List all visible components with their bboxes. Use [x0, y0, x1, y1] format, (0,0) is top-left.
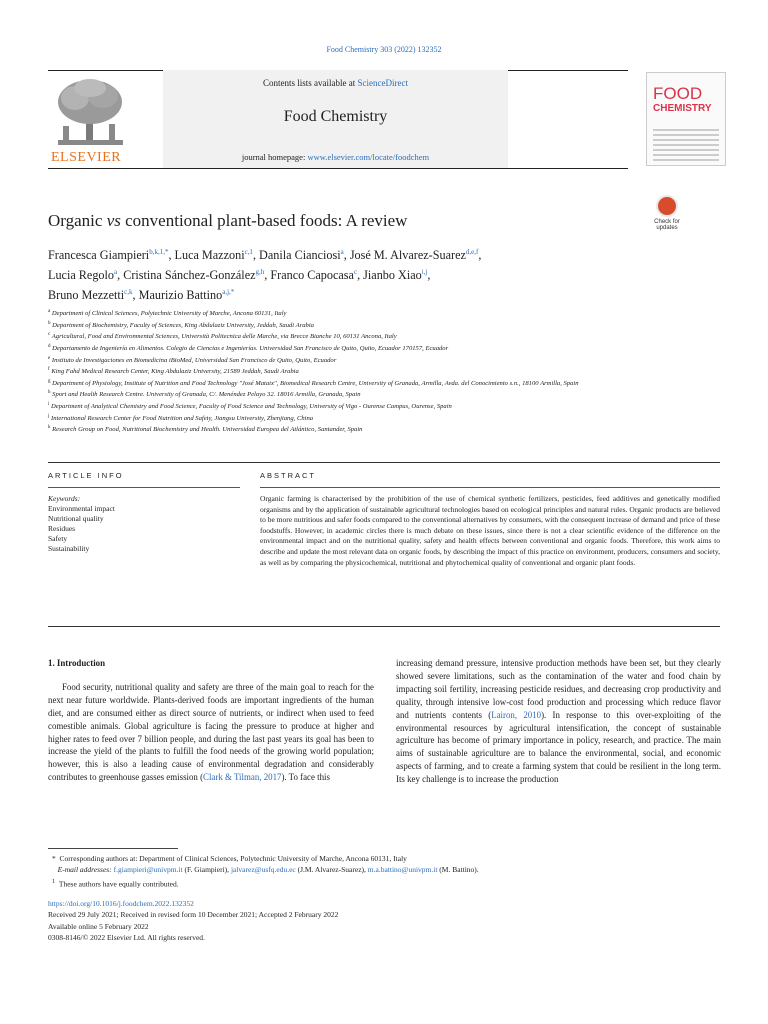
section-divider-top	[48, 462, 720, 463]
keyword: Nutritional quality	[48, 514, 104, 524]
affiliation	[48, 377, 728, 389]
affiliation	[48, 330, 728, 342]
author[interactable]	[270, 268, 357, 282]
author-name: José M. Alvarez-Suarez	[349, 248, 466, 263]
author-name: Jianbo Xiao	[363, 268, 422, 283]
author[interactable]	[139, 288, 235, 302]
journal-masthead	[48, 70, 628, 170]
paragraph	[396, 657, 721, 786]
author[interactable]	[350, 248, 479, 262]
footnote-mark: 1	[52, 877, 56, 885]
email-link[interactable]: f.giampieri@univpm.it	[113, 865, 183, 875]
keywords-label: Keywords:	[48, 494, 81, 503]
affiliation-sup: i	[48, 402, 50, 408]
homepage-prefix: journal homepage:	[241, 152, 308, 162]
affiliation	[48, 307, 728, 319]
citation-link[interactable]: Clark & Tilman, 2017	[203, 772, 282, 783]
author-name: Lucia Regolo	[48, 268, 114, 283]
article-info-rule	[48, 487, 240, 488]
email-owner: (F. Giampieri),	[182, 865, 231, 875]
corresponding-author-note	[48, 853, 728, 864]
paragraph-text: ). In response to this over-exploiting of the environmental resources by agricultural intensification, the concept of sustainable agriculture has become of primary importance in policy, research, and practice. The main aims of sustainable agriculture are to balance the environmental, social, and economic aspects of farming, and to create a farming system that could be resilient in the long term. Its key challenge is to increase the production	[396, 709, 721, 785]
title-part-1: Organic	[48, 211, 107, 230]
paragraph-text: Food security, nutritional quality and safety are three of the main goal to reach for the next near future worldwide. Plants-derived foods are important ingredients of the human diet, and are consumed either as direct source of nutrients, or indirect when used to feed comestible animals. Global agriculture is facing the pressure to produce at higher and higher rates to feed over 7 billion people, and during the last past years its goal has been to increase the yield of the plants to fulfill the food needs of the growing world population; however, this is also a leading cause of environmental degradation and considerably contributes to greenhouse gasses emission (	[48, 681, 374, 783]
affiliation-sup: k	[48, 425, 51, 431]
abstract-text: Organic farming is characterised by the prohibition of the use of chemical synthetic fertilizers, pesticides, feed additives and genetically modified organisms and by the application of sustainable agricultural technologies based on ecological principles and natural rules. Organic products are believed to be more nutritious and safer foods compared to the conventional alternatives by consumers, with the consequent increase of demand and price of these foodstuffs. However, in academic circles there is much debate on these issues, since there is not a clear scientific evidence of the difference on the environmental impact and on the nutritional quality, safety and health effects between conventional and organic foods. Therefore, this work aims to describe and update the most relevant data on organic foods, by describing the impact of this practice on environment, producers, consumers and society, as well as by comparing the physicochemical, nutritional and phytochemical quality of conventional and organic plant foods.	[260, 494, 720, 567]
abstract-rule	[260, 487, 720, 488]
author[interactable]	[48, 268, 117, 282]
check-updates-icon	[656, 195, 678, 217]
title-vs: vs	[106, 211, 121, 230]
cover-title-food: FOOD	[653, 84, 703, 103]
email-label: E-mail addresses:	[57, 865, 112, 875]
affiliation	[48, 365, 728, 377]
author[interactable]	[123, 268, 264, 282]
body-column-left	[48, 657, 374, 784]
article-info-heading: ARTICLE INFO	[48, 471, 124, 480]
keyword: Safety	[48, 534, 68, 544]
masthead-bottom-rule	[48, 168, 628, 169]
author-affil-sup[interactable]: a,j,*	[222, 288, 235, 297]
affiliation-sup: h	[48, 390, 51, 396]
paragraph-text: increasing demand pressure, intensive production methods have been set, but they clearly showed severe limitations, such as the contamination of the water and food chain by impacting soil fertility, increasing pesticide residues, and decreasing crop productivity and quality, through intensive low-cost food production and processing which reduce flavor and nutrients contents (	[396, 658, 721, 720]
author[interactable]	[48, 248, 168, 262]
received-dates: Received 29 July 2021; Received in revised form 10 December 2021; Accepted 2 February 2022	[48, 910, 339, 920]
affiliation	[48, 319, 728, 331]
affiliation-sup: c	[48, 332, 51, 338]
publication-info	[48, 898, 728, 943]
author[interactable]	[48, 288, 133, 302]
affiliation-text: Department of Clinical Sciences, Polytechnic University of Marche, Ancona 60131, Italy	[51, 310, 287, 318]
footnote-text: Corresponding authors at: Department of Clinical Sciences, Polytechnic University of Marche, Ancona 60131, Italy	[59, 854, 407, 863]
author-affil-sup[interactable]: a	[114, 268, 118, 277]
author-affil-sup[interactable]: c,k	[124, 288, 133, 297]
author-affil-sup[interactable]: a	[340, 248, 344, 256]
affiliation-sup: j	[48, 413, 50, 419]
homepage-line	[163, 152, 508, 162]
paragraph-text: ). To face this	[281, 772, 330, 783]
author-name: Cristina Sánchez-González	[123, 268, 256, 283]
author-affil-sup[interactable]: c	[353, 268, 358, 277]
cover-title-chemistry: CHEMISTRY	[653, 103, 712, 114]
keyword: Residues	[48, 524, 76, 534]
abstract-heading: ABSTRACT	[260, 471, 317, 480]
author-name: Bruno Mezzetti	[48, 288, 125, 303]
citation-link[interactable]: Lairon, 2010	[491, 709, 542, 720]
affiliation-text: Department of Analytical Chemistry and Food Science, Faculty of Food Science and Technology, University of Vigo - Ourense Campus, Ourense, Spain	[51, 403, 452, 411]
author-name: Maurizio Battino	[138, 288, 223, 303]
affiliation-sup: f	[48, 367, 50, 373]
available-online: Available online 5 February 2022	[48, 921, 149, 931]
affiliation-sup: d	[48, 343, 51, 349]
author-list: Francesca Giampieri$^{b,k,1,*}$, Luca Mazzoni$^{c,1}$, Danila Cianciosi$^a$, José M. Alvarez-Suarez$^{d,e,f}$, Lucia Regolo$^a$, Cristina Sánchez-González$^{g,h}$, Franco Capocasa$^c$, Jianbo Xiao$^{i,j}$, Bruno Mezzetti$^{c,k}$, Maurizio Battino$^{a,j,*}$	[48, 248, 482, 303]
masthead-center	[163, 70, 508, 168]
author-name: Luca Mazzoni	[174, 248, 245, 263]
author-affil-sup[interactable]: b,k,1,*	[149, 248, 169, 256]
affiliation-sup: b	[48, 320, 51, 326]
author[interactable]	[363, 268, 427, 282]
affiliation-text: Departamento de Ingeniería en Alimentos. Colegio de Ciencias e Ingenierías. Universidad San Francisco de Quito, Quito, Ecuador 170157, Ecuador	[52, 345, 449, 353]
email-owner: (M. Battino).	[437, 865, 479, 875]
contents-prefix: Contents lists available at	[263, 78, 358, 88]
paragraph	[48, 681, 374, 784]
keyword: Environmental impact	[48, 504, 115, 514]
keywords-block	[48, 494, 238, 555]
contents-line	[163, 78, 508, 88]
journal-name: Food Chemistry	[283, 108, 388, 125]
author-affil-sup[interactable]: c,1	[244, 248, 253, 256]
title-part-2: conventional plant-based foods: A review	[120, 211, 408, 230]
affiliation-text: Department of Physiology, Institute of Nutrition and Food Technology "José Mataix", Biomedical Research Centre, University of Granada, Armilla, Avda. del Conocimiento s.n., 18100 Armilla, Spain	[52, 380, 579, 388]
affiliation-text: Department of Biochemistry, Faculty of Sciences, King Abdulaziz University, Jeddah, Saudi Arabia	[52, 321, 314, 329]
article-title	[48, 211, 407, 231]
author-name: Francesca Giampieri	[48, 248, 150, 263]
author-affil-sup[interactable]: i,j	[421, 268, 428, 277]
elsevier-tree-logo-icon	[53, 76, 128, 148]
affiliation	[48, 400, 728, 412]
affiliation-text: International Research Center for Food Nutrition and Safety, Jiangsu University, Zhenjiang, China	[51, 414, 314, 422]
author-name: Franco Capocasa	[270, 268, 354, 283]
affiliation-sup: g	[48, 378, 51, 384]
footnote-mark: *	[52, 854, 56, 863]
email-link[interactable]: m.a.battino@univpm.it	[367, 865, 438, 875]
sciencedirect-link[interactable]: ScienceDirect	[357, 78, 408, 88]
email-link[interactable]: jalvarez@usfq.edu.ec	[230, 865, 296, 875]
affiliation-sup: e	[48, 355, 51, 361]
copyright: 0308-8146/© 2022 Elsevier Ltd. All rights reserved.	[48, 932, 205, 942]
doi-link[interactable]: https://doi.org/10.1016/j.foodchem.2022.132352	[48, 899, 194, 908]
affiliation	[48, 423, 728, 435]
affiliation	[48, 388, 728, 400]
journal-cover-image	[646, 72, 726, 166]
journal-citation[interactable]: Food Chemistry 303 (2022) 132352	[326, 45, 442, 54]
affiliation-text: Instituto de Investigaciones en Biomedicina iBioMed, Universidad San Francisco de Quito, Quito, Ecuador	[51, 356, 337, 364]
author-affil-sup[interactable]: d,e,f	[465, 248, 479, 256]
affiliation-text: King Fahd Medical Research Center, King Abdulaziz University, 21589 Jeddah, Saudi Arabia	[51, 368, 299, 376]
author-affil-sup[interactable]: g,h	[255, 268, 265, 277]
publisher-logo-text: ELSEVIER	[51, 150, 122, 165]
author[interactable]	[175, 248, 253, 262]
footnotes	[48, 853, 728, 889]
check-updates-label: Check for updates	[654, 219, 680, 231]
affiliation-text: Research Group on Food, Nutritional Biochemistry and Health. Universidad Europea del Atlántico, Santander, Spain	[52, 426, 363, 434]
affiliation-text: Sport and Health Research Centre. University of Granada, C/. Menéndez Pelayo 32. 18016 Armilla, Granada, Spain	[52, 391, 361, 399]
footnote-text: These authors have equally contributed.	[58, 879, 179, 889]
footnote-rule	[48, 848, 178, 849]
keyword: Sustainability	[48, 544, 90, 554]
section-divider-bottom	[48, 626, 720, 627]
homepage-link[interactable]: www.elsevier.com/locate/foodchem	[307, 152, 430, 162]
affiliation-list	[48, 307, 728, 435]
check-for-updates-button[interactable]	[650, 195, 684, 231]
equal-contribution-note	[48, 876, 728, 890]
cover-text-lines	[653, 129, 719, 164]
affiliation	[48, 342, 728, 354]
author[interactable]	[259, 248, 344, 262]
affiliation-text: Agricultural, Food and Environmental Sciences, Università Politecnica delle Marche, via Brecce Bianche 10, 60131 Ancona, Italy	[51, 333, 397, 341]
affiliation-sup: a	[48, 309, 51, 314]
email-owner: (J.M. Alvarez-Suarez),	[295, 865, 368, 875]
email-note	[48, 864, 728, 875]
section-heading: 1. Introduction	[48, 658, 106, 668]
body-column-right	[396, 657, 721, 786]
author-name: Danila Cianciosi	[259, 248, 341, 263]
affiliation	[48, 412, 728, 424]
affiliation	[48, 354, 728, 366]
